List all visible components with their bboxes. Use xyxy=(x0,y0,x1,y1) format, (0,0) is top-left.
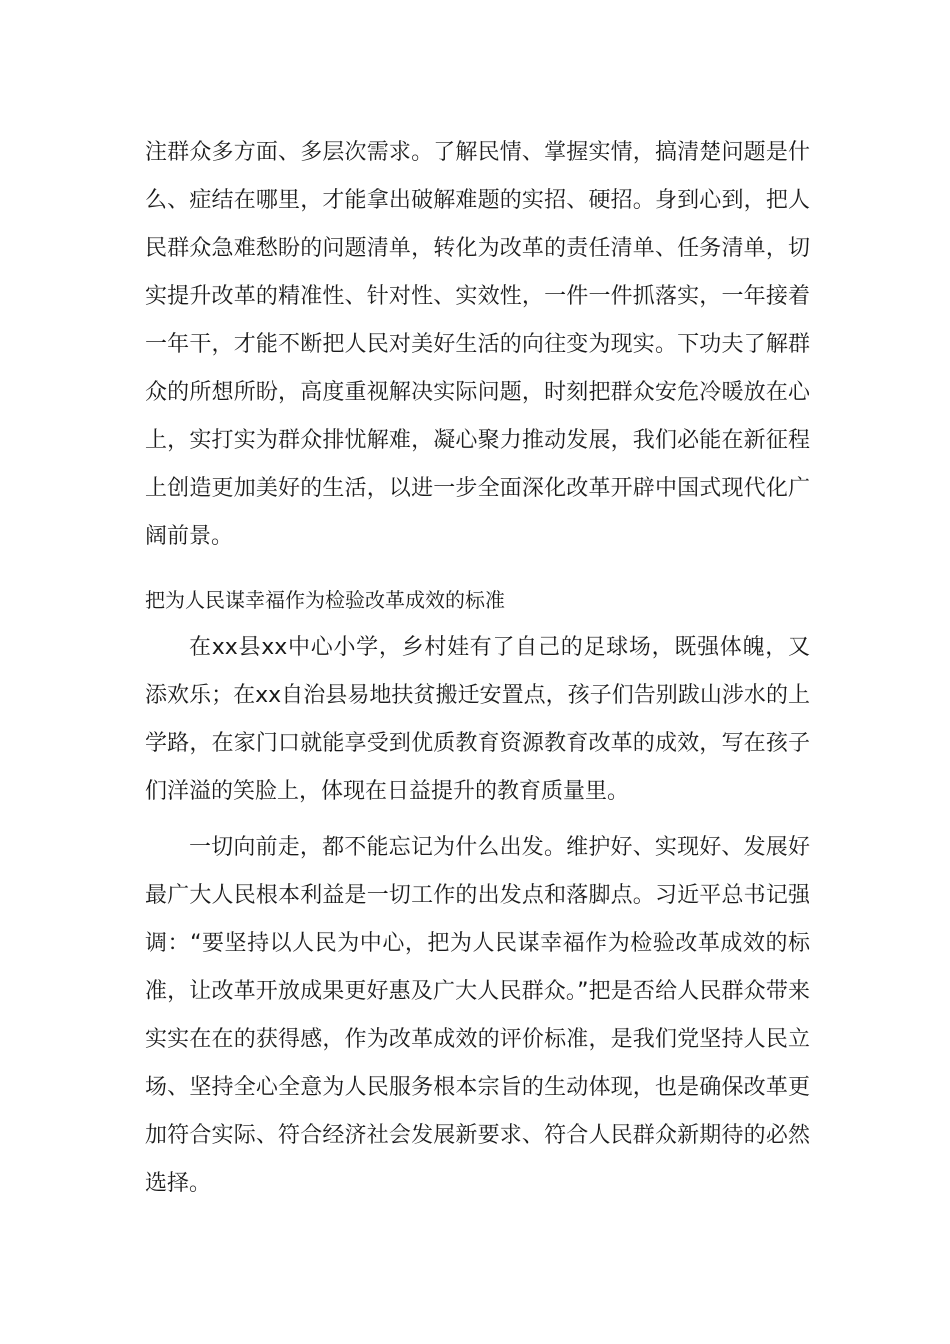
body-paragraph-3: 一切向前走，都不能忘记为什么出发。维护好、实现好、发展好最广大人民根本利益是一切工作的出发点和落脚点。习近平总书记强调：“要坚持以人民为中心，把为人民谋幸福作为检验改革成效的标准，让改革开放成果更好惠及广大人民群众。”把是否给人民群众带来实实在在的获得感，作为改革成效的评价标准，是我们党坚持人民立场、坚持全心全意为人民服务根本宗旨的生动体现，也是确保改革更加符合实际、符合经济社会发展新要求、符合人民群众新期待的必然选择。 xyxy=(145,835,810,1196)
body-paragraph-2-container xyxy=(145,624,810,816)
body-paragraph-2: 在xx县xx中心小学，乡村娃有了自己的足球场，既强体魄，又添欢乐；在xx自治县易地扶贫搬迁安置点，孩子们告别跋山涉水的上学路，在家门口就能享受到优质教育资源教育改革的成效，写在孩子们洋溢的笑脸上，体现在日益提升的教育质量里。 xyxy=(145,635,810,804)
body-paragraph-3-container xyxy=(145,824,810,1208)
body-paragraph-1-container xyxy=(145,129,810,561)
section-heading: 把为人民谋幸福作为检验改革成效的标准 xyxy=(145,588,505,612)
body-paragraph-1: 注群众多方面、多层次需求。了解民情、掌握实情，搞清楚问题是什么、症结在哪里，才能拿出破解难题的实招、硬招。身到心到，把人民群众急难愁盼的问题清单，转化为改革的责任清单、任务清单，切实提升改革的精准性、针对性、实效性，一件一件抓落实，一年接着一年干，才能不断把人民对美好生活的向往变为现实。下功夫了解群众的所想所盼，高度重视解决实际问题，时刻把群众安危冷暖放在心上，实打实为群众排忧解难，凝心聚力推动发展，我们必能在新征程上创造更加美好的生活，以进一步全面深化改革开辟中国式现代化广阔前景。 xyxy=(145,140,810,549)
